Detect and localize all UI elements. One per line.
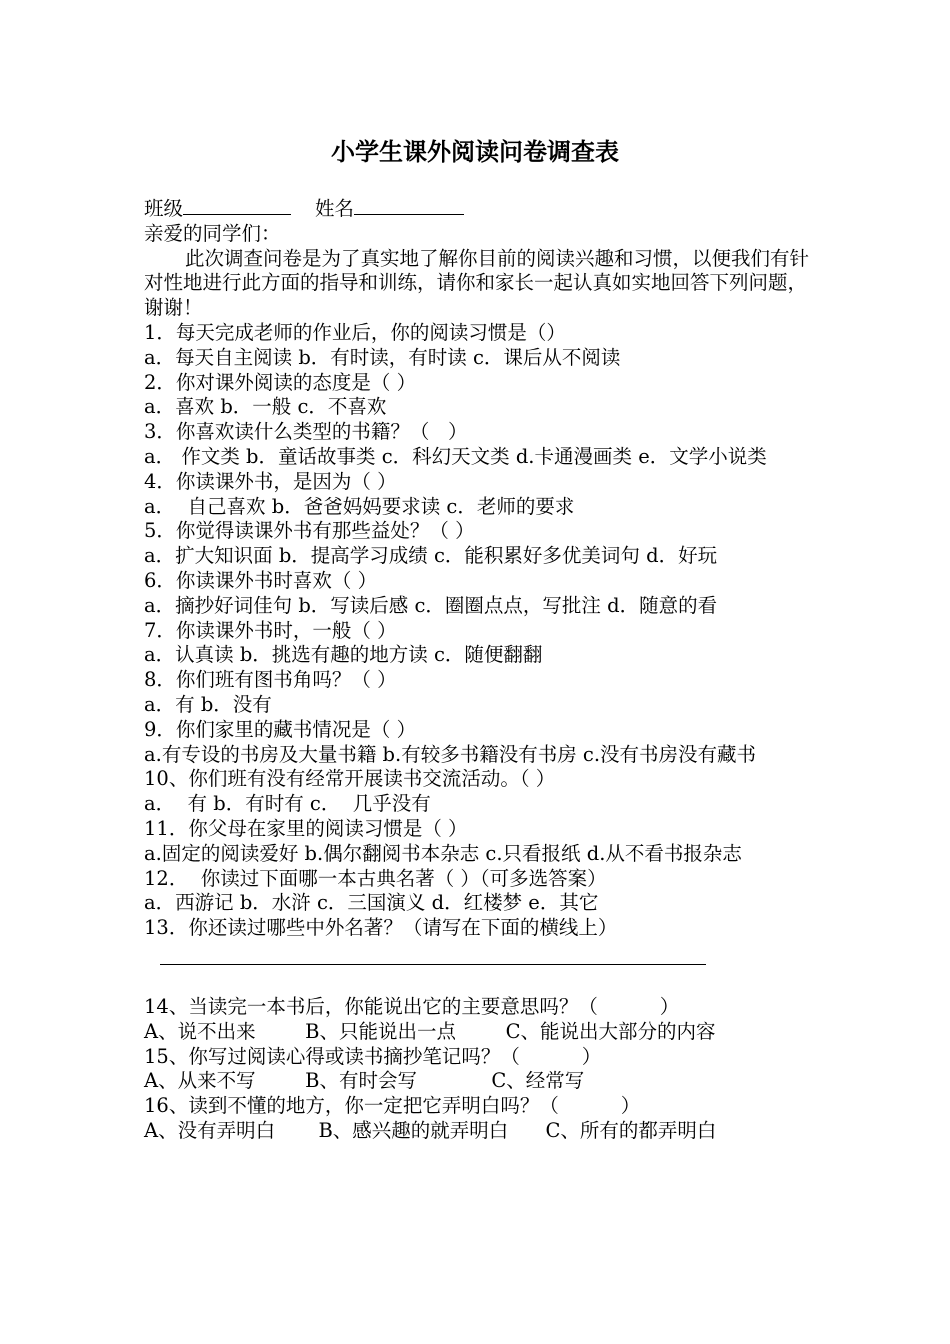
question-list-a — [144, 321, 812, 941]
question-11: 11．你父母在家里的阅读习惯是（ ） — [144, 816, 468, 840]
question-9: 9．你们家里的藏书情况是（ ） — [144, 717, 417, 741]
question-13: 13．你还读过哪些中外名著？（请写在下面的横线上） — [144, 916, 618, 940]
question-12: 12． 你读过下面哪一本古典名著（ ）（可多选答案） — [144, 866, 607, 890]
class-blank[interactable] — [183, 196, 291, 215]
greeting: 亲爱的同学们： — [144, 221, 281, 245]
name-blank[interactable] — [354, 196, 464, 215]
answer-options-15: A、从来不写 B、有时会写 C、经常写 — [144, 1069, 585, 1093]
answer-options-8: a．有 b．没有 — [144, 692, 272, 716]
answer-options-3: a． 作文类 b．童话故事类 c．科幻天文类 d.卡通漫画类 e．文学小说类 — [144, 444, 767, 468]
answer-options-9: a.有专设的书房及大量书籍 b.有较多书籍没有书房 c.没有书房没有藏书 — [144, 742, 757, 766]
answer-options-10: a． 有 b．有时有 c． 几乎没有 — [144, 792, 431, 816]
answer-options-6: a．摘抄好词佳句 b．写读后感 c．圈圈点点，写批注 d．随意的看 — [144, 593, 718, 617]
answer-options-7: a．认真读 b．挑选有趣的地方读 c．随便翻翻 — [144, 643, 543, 667]
question-16: 16、读到不懂的地方，你一定把它弄明白吗？（ ） — [144, 1094, 641, 1118]
question-2: 2．你对课外阅读的态度是（ ） — [144, 370, 417, 394]
question-3: 3．你喜欢读什么类型的书籍？（ ） — [144, 420, 468, 444]
answer-options-11: a.固定的阅读爱好 b.偶尔翻阅书本杂志 c.只看报纸 d.从不看书报杂志 — [144, 841, 742, 865]
answer-options-16: A、没有弄明白 B、感兴趣的就弄明白 C、所有的都弄明白 — [144, 1118, 717, 1142]
question-10: 10、你们班有没有经常开展读书交流活动。（ ） — [144, 767, 556, 791]
answer-options-5: a．扩大知识面 b．提高学习成绩 c．能积累好多优美词句 d．好玩 — [144, 544, 718, 568]
answer-options-12: a．西游记 b．水浒 c．三国演义 d．红楼梦 e．其它 — [144, 891, 599, 915]
question-5: 5．你觉得读课外书有那些益处？（ ） — [144, 519, 475, 543]
answer-options-4: a． 自己喜欢 b．爸爸妈妈要求读 c．老师的要求 — [144, 494, 575, 518]
answer-options-1: a．每天自主阅读 b．有时读，有时读 c．课后从不阅读 — [144, 345, 621, 369]
intro-paragraph: 此次调查问卷是为了真实地了解你目前的阅读兴趣和习惯，以便我们有针对性地进行此方面的指导和训练，请你和家长一起认真如实地回答下列问题，谢谢！ — [144, 246, 809, 320]
header-line — [144, 196, 812, 222]
answer-options-2: a．喜欢 b．一般 c．不喜欢 — [144, 395, 387, 419]
answer-options-14: A、说不出来 B、只能说出一点 C、能说出大部分的内容 — [144, 1019, 716, 1043]
page-title: 小学生课外阅读问卷调查表 — [331, 138, 619, 166]
question-1: 1．每天完成老师的作业后，你的阅读习惯是（） — [144, 320, 566, 344]
question-4: 4．你读课外书，是因为（ ） — [144, 469, 397, 493]
class-label: 班级 — [144, 197, 184, 220]
name-label: 姓名 — [315, 197, 355, 220]
question-list-b — [144, 995, 812, 1144]
questionnaire-body — [144, 196, 812, 1144]
question-7: 7．你读课外书时，一般（ ） — [144, 618, 397, 642]
question-15: 15、你写过阅读心得或读书摘抄笔记吗？（ ） — [144, 1044, 602, 1068]
question-6: 6．你读课外书时喜欢（ ） — [144, 568, 378, 592]
question-14: 14、当读完一本书后，你能说出它的主要意思吗？（ ） — [144, 994, 680, 1018]
answer-line[interactable] — [160, 964, 706, 965]
question-8: 8．你们班有图书角吗？（ ） — [144, 668, 397, 692]
